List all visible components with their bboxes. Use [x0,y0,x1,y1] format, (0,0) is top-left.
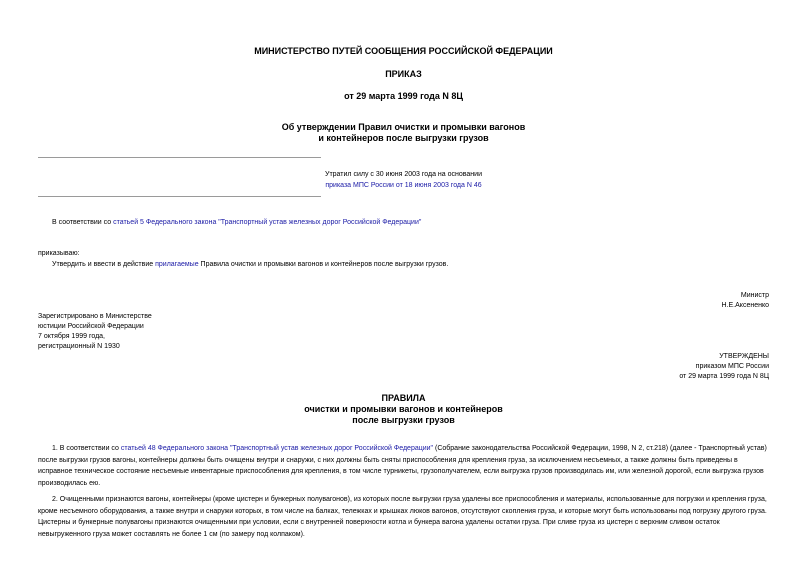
signature-role: Министр [740,292,769,299]
approve-prefix: Утвердить и ввести в действие [52,261,156,268]
separator-line-top [38,157,321,158]
status-note-link-row [0,181,807,191]
rules-title-line-3: после выгрузки грузов [352,415,455,425]
order-word: приказываю: [38,250,80,257]
approval-line-1: УТВЕРЖДЕНЫ [719,353,769,360]
rules-paragraph-2: 2. Очищенными признаются вагоны, контейнеры (кроме цистерн и бункерных полувагонов), из которых после выгрузки груза удалены все приспособления и материалы, использованные для погрузки и крепления груза, кроме несъемного оборудования, а также внутри и снаружи которых, в том числе на балках, тележках и крышках люков вагонов, отсутствуют скопления груза, и которые могут быть использованы под погрузку другого груза. Цистерны и бункерные полувагоны признаются очищенными при условии, если с внутренней поверхности котла и бункера вагона удалены остатки груза. При сливе груза из цистерн с верхним сливом остаток невыгруженного груза может составлять не более 1 см (по замеру под колпаком). [38,496,767,538]
attached-rules-link[interactable]: прилагаемые [155,261,199,268]
registration-line-1: Зарегистрировано в Министерстве [38,313,152,320]
federal-law-article-5-link[interactable]: статьей 5 Федерального закона "Транспортный устав железных дорог Российской Федерации" [113,219,422,226]
separator-line-bottom [38,196,321,197]
order-title-line-2: и контейнеров после выгрузки грузов [318,133,489,143]
order-title-line-1: Об утверждении Правил очистки и промывки вагонов [281,122,526,132]
registration-line-3: 7 октября 1999 года, [38,333,106,340]
order-date-heading: от 29 марта 1999 года N 8Ц [344,91,463,101]
paragraph-1-text: (Собрание законодательства Российской Федерации, 1998, N 2, ст.218) (далее - Транспортный устав) после выгрузки грузов вагоны, контейнеры должны быть очищены внутри и снаружи, с них должны быть сняты приспособления для крепления груза, за исключением несъемных, а также должны быть приведены в исправное техническое состояние несъемные инвентарные приспособления для крепления, в том числе турникеты, грузополучателем, если выгрузка грузов производилась им, или железной дорогой, если выгрузка грузов производилась ею. [38,445,767,487]
approval-line-3: от 29 марта 1999 года N 8Ц [679,373,769,380]
registration-line-2: юстиции Российской Федерации [38,323,144,330]
ministry-heading: МИНИСТЕРСТВО ПУТЕЙ СООБЩЕНИЯ РОССИЙСКОЙ ФЕДЕРАЦИИ [254,46,553,56]
registration-line-4: регистрационный N 1930 [38,343,120,350]
approval-line-2: приказом МПС России [695,363,769,370]
paragraph-1-prefix: 1. В соответствии со [52,445,121,452]
preamble-prefix: В соответствии со [52,219,114,226]
approve-sentence [52,260,448,270]
preamble [52,218,421,228]
status-note: Утратил силу с 30 июня 2003 года на основании [325,171,482,178]
rules-paragraph-1 [38,443,770,489]
repeal-order-link[interactable]: приказа МПС России от 18 июня 2003 года N 46 [325,182,482,189]
rules-title-line-2: очистки и промывки вагонов и контейнеров [304,404,503,414]
federal-law-article-48-link[interactable]: статьей 48 Федерального закона "Транспортный устав железных дорог Российской Федерации" [120,445,434,452]
order-type-heading: ПРИКАЗ [385,69,422,79]
rules-title-line-1: ПРАВИЛА [381,393,426,403]
signature-name: Н.Е.Аксененко [721,302,769,309]
approve-suffix: Правила очистки и промывки вагонов и контейнеров после выгрузки грузов. [198,261,449,268]
